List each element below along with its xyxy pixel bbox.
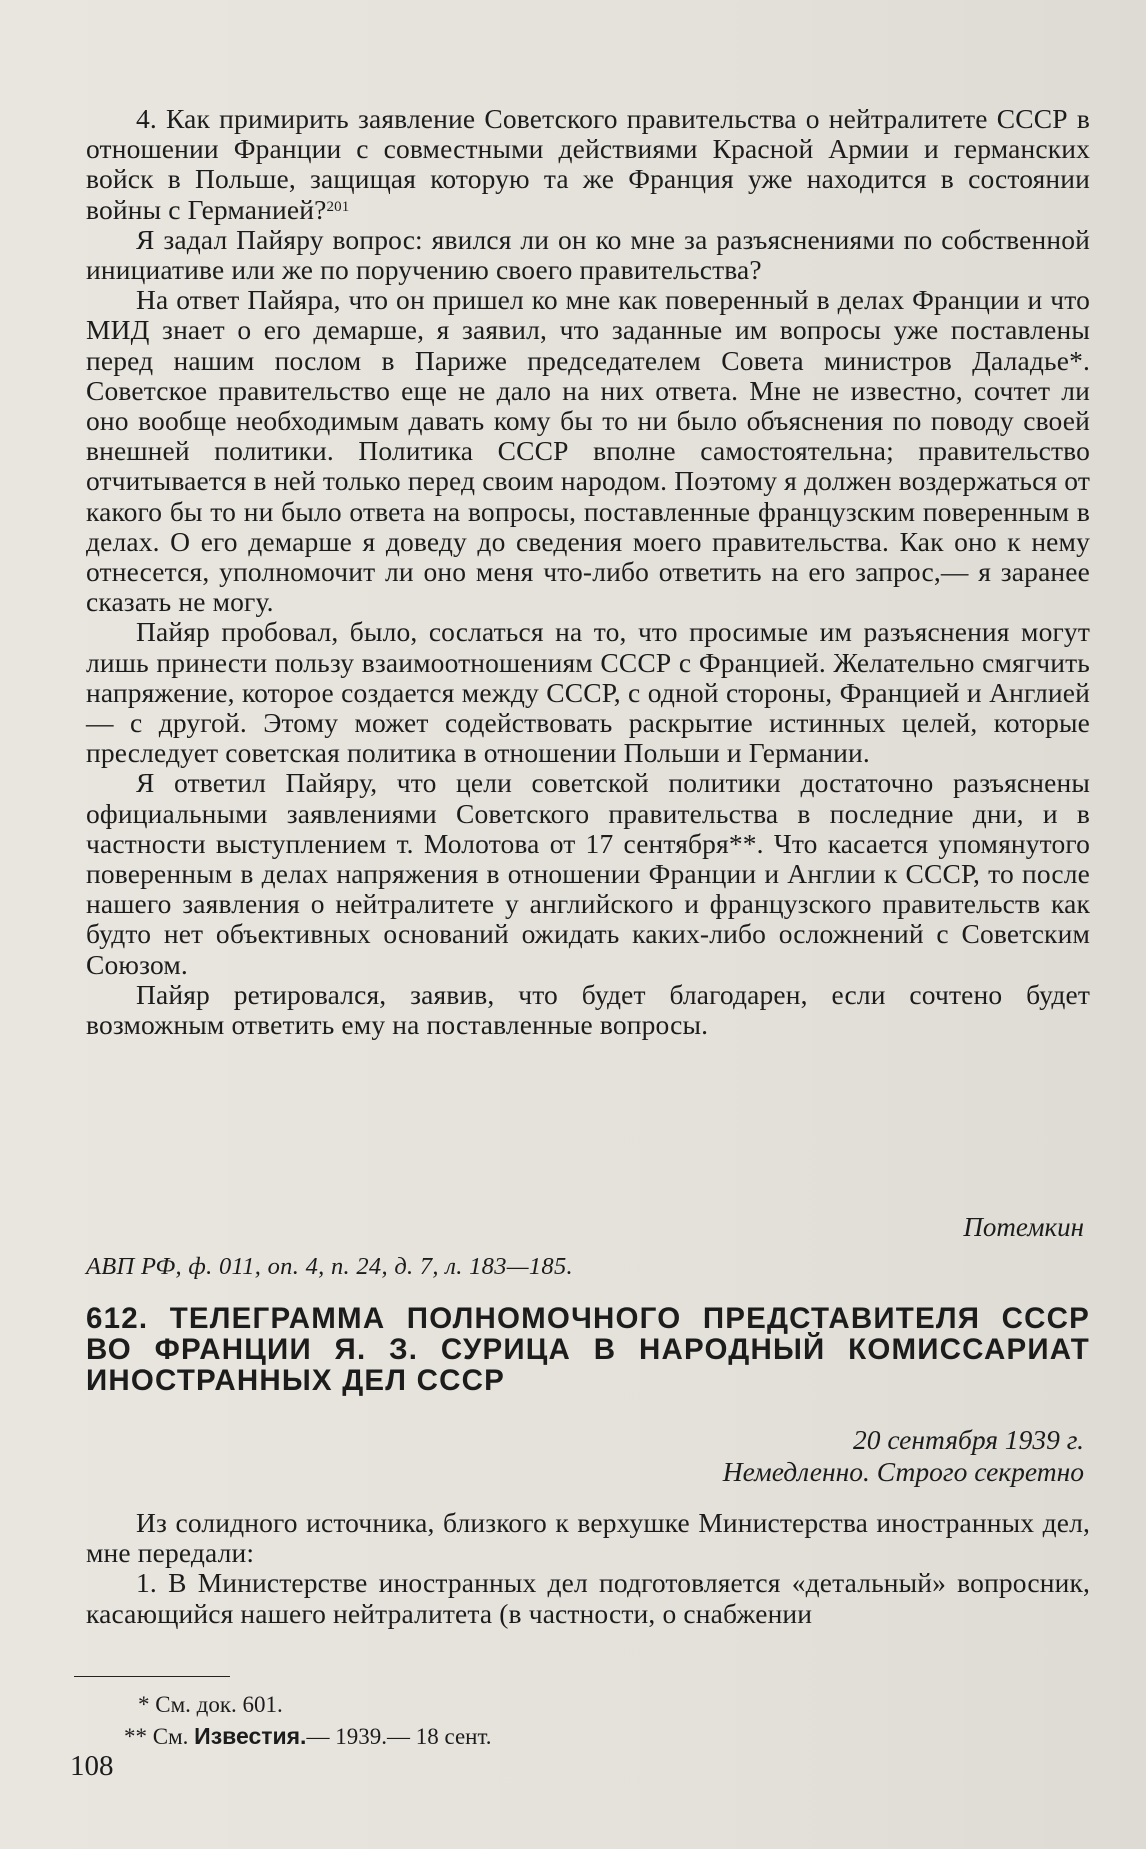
archive-reference: АВП РФ, ф. 011, оп. 4, п. 24, д. 7, л. 183—185.: [86, 1253, 573, 1280]
paragraph: На ответ Пайяра, что он пришел ко мне как поверенный в делах Франции и что МИД знает о его демарше, я заявил, что заданные им вопросы уже поставлены перед нашим послом в Париже председателем Совета министров Даладье*. Советское правительство еще не дало на них ответа. Мне не известно, сочтет ли оно вообще необходимым давать кому бы то ни было объяснения по поводу своей внешней политики. Политика СССР вполне самостоятельна; правительство отчитывается в ней только перед своим народом. Поэтому я должен воздержаться от какого бы то ни было ответа на вопросы, поставленные французским поверенным в делах. О его демарше я доведу до сведения моего правительства. Как оно к нему отнесется, уполномочит ли оно меня что-либо ответить на его запрос,— я заранее сказать не могу.: [86, 284, 1090, 618]
document-611-body: [86, 104, 1090, 1040]
page-number: 108: [70, 1750, 114, 1782]
paragraph: Я ответил Пайяру, что цели советской политики достаточно разъяснены официальными заявлениями Советского правительства в последние дни, и в частности выступлением т. Молотова от 17 сентября**. Что касается упомянутого поверенным в делах напряжения в отношении Франции и Англии к СССР, то после нашего заявления о нейтралитете у английского и французского правительств как будто нет объективных оснований ожидать каких-либо осложнений с Советским Союзом.: [86, 767, 1090, 980]
paragraph: Я задал Пайяру вопрос: явился ли он ко мне за разъяснениями по собственной инициативе или же по поручению своего правительства?: [86, 223, 1090, 286]
document-date: 20 сентября 1939 г.: [852, 1424, 1084, 1455]
paragraph: Пайяр ретировался, заявив, что будет благодарен, если сочтено будет возможным ответить ему на поставленные вопросы.: [86, 978, 1090, 1041]
document-heading: 612. ТЕЛЕГРАММА ПОЛНОМОЧНОГО ПРЕДСТАВИТЕЛЯ СССР ВО ФРАНЦИИ Я. З. СУРИЦА В НАРОДНЫЙ КОМИССАРИАТ ИНОСТРАННЫХ ДЕЛ СССР: [86, 1302, 1090, 1397]
footnote: * См. док. 601.: [138, 1692, 283, 1717]
paragraph: Пайяр пробовал, было, сослаться на то, что просимые им разъяснения могут лишь принести пользу взаимоотношениям СССР с Францией. Желательно смягчить напряжение, которое создается между СССР, с одной стороны, Францией и Англией — с другой. Этому может содействовать раскрытие истинных целей, которые преследует советская политика в отношении Польши и Германии.: [86, 616, 1090, 769]
footnote-ref: 201: [326, 198, 350, 215]
footnote: ** См. Известия.— 1939.— 18 сент.: [124, 1723, 492, 1749]
dateline: [723, 1424, 1084, 1488]
paragraph-question-4: 4. Как примирить заявление Советского правительства о нейтралитете СССР в отношении Франции с совместными действиями Красной Армии и германских войск в Польше, защищая которую та же Франция уже находится в состоянии войны с Германией?$^{201}$: [86, 103, 1090, 225]
document-612-body: [86, 1508, 1090, 1629]
footnote-divider: [74, 1676, 230, 1677]
paragraph: 1. В Министерстве иностранных дел подготовляется «детальный» вопросник, касающийся нашего нейтралитета (в частности, о снабжении: [86, 1567, 1090, 1629]
signature: Потемкин: [963, 1212, 1084, 1242]
paragraph: Из солидного источника, близкого к верхушке Министерства иностранных дел, мне передали:: [86, 1507, 1090, 1569]
classification: Немедленно. Строго секретно: [722, 1456, 1084, 1487]
